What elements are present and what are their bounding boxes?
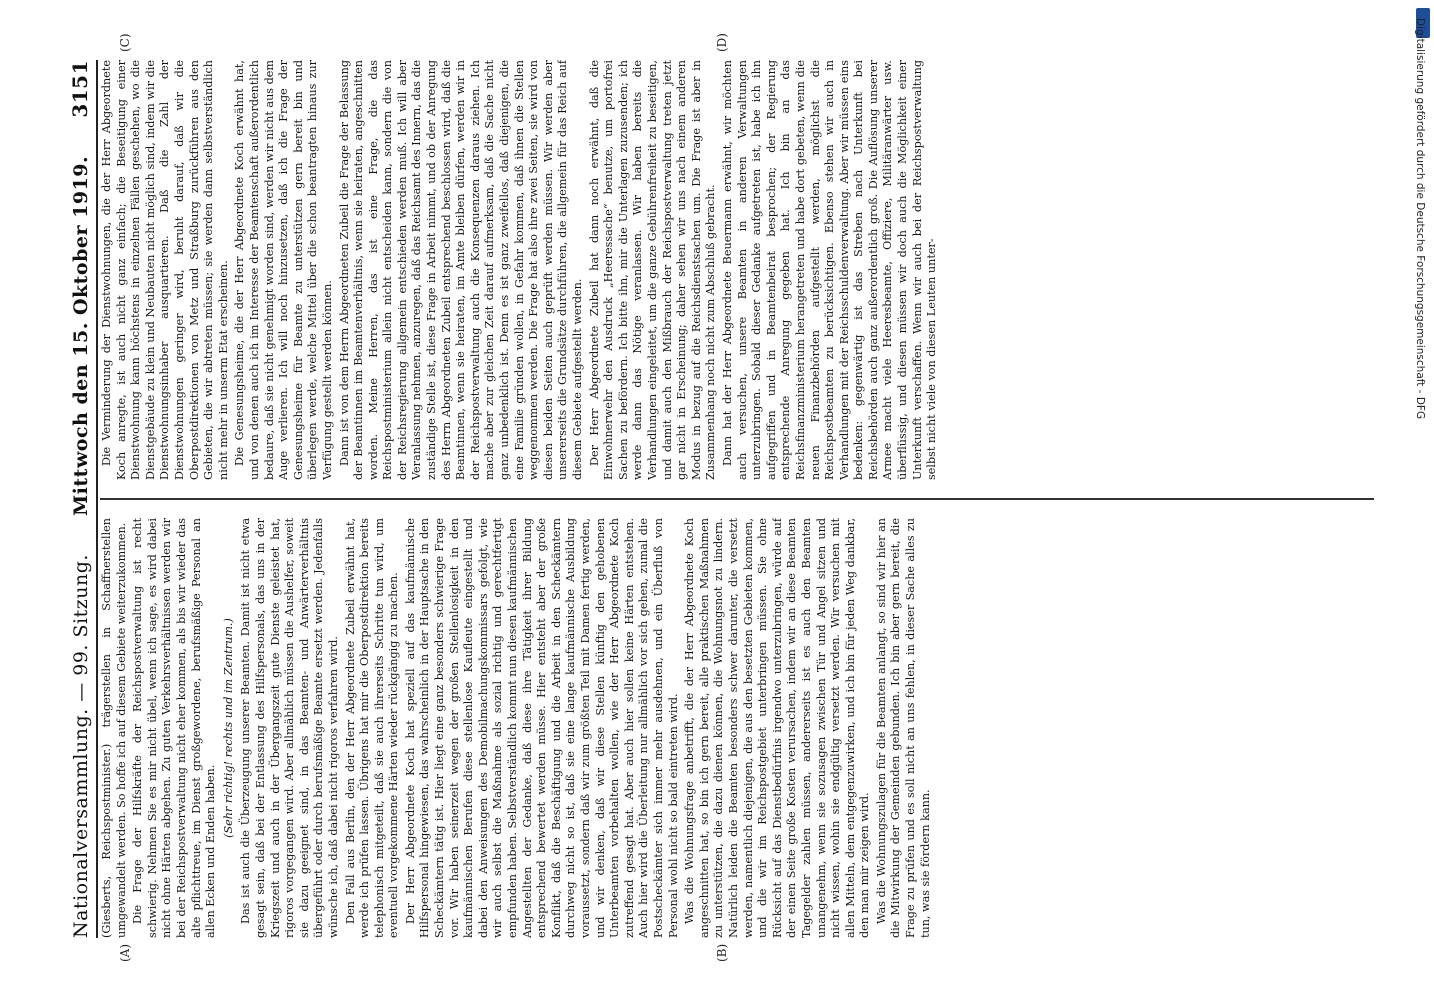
paragraph: Der Herr Abgeordnete Koch hat speziell auf das kaufmännische Hilfspersonal hingewiesen, das wahrscheinlich in der Hauptsache in den Scheckämtern tätig ist. Hier liegt eine ganz besonders schwierige Frage vor. Wir haben seinerzeit wegen der großen Stellenlosigkeit in den kaufmännischen Berufen diese stellenlose Kaufleute eingestellt und dabei den Anweisungen des Demobilmachungskommissars gefolgt, wie wir auch selbst die Maßnahme als sozial richtig und gerechtfertigt empfunden haben. Selbstverständlich kommt nun diesen kaufmännischen Angestellten der Gedanke, daß diese ihre Tätigkeit ihrer Bildung entsprechend bewertet werden müsse. Hier entsteht aber der große Konflikt, daß die Beschäftigung und die Arbeit in den Scheckämtern durchweg nicht so ist, daß sie eine lange kaufmännische Ausbildung voraussetzt, sondern daß wir zum größten Teil mit Damen fertig werden, und wir denken, daß wir diese Stellen künftig den gehobenen Unterbeamten vorbehalten wollen, wie der Herr Abgeordnete Koch zutreffend gesagt hat. Aber auch hier sollen keine Härten entstehen. Auch hier wird die Überleitung nur allmählich vor sich gehen, zumal die Postscheckämter sich immer mehr ausdehnen, und ein Überfluß von Personal wohl nicht so bald eintreten wird. <box>403 518 680 938</box>
margin-marker-a: (A) <box>118 943 132 962</box>
margin-marker-d: (D) <box>715 33 729 52</box>
paragraph: Dann ist von dem Herrn Abgeordneten Zubeil die Frage der Belassung der Beamtinnen im Beamtenverhältnis, wenn sie heiraten, angeschnitten worden. Meine Herren, das ist eine Frage, die das Reichspostministerium allein nicht entscheiden kann, sondern die von der Reichsregierung allgemein entschieden werden muß. Ich will aber Veranlassung nehmen, anzuregen, daß das Reichsamt des Innern, das die zuständige Stelle ist, diese Frage in Arbeit nimmt, und ob der Anregung des Herrn Abgeordneten Zubeil entsprechend beschlossen wird, daß die Beamtinnen, wenn sie heiraten, im Amte bleiben dürfen, werden wir in der Reichspostverwaltung auch die Konsequenzen daraus ziehen. Ich mache aber zur gleichen Zeit darauf aufmerksam, daß die Sache nicht ganz unbedenklich ist. Denn es ist ganz zweifellos, daß diejenigen, die eine Familie gründen wollen, in Gefahr kommen, daß ihnen die Stellen weggenommen werden. Die Frage hat also ihre zwei Seiten, sie wird von diesen beiden Seiten auch geprüft werden müssen. Wir werden aber unsererseits die Grundsätze durchführen, die allgemein für das Reich auf diesem Gebiete aufgestellt werden. <box>337 60 584 480</box>
paragraph: Die Frage der Hilfskräfte der Reichspostverwaltung ist recht schwierig. Nehmen Sie es mir nicht übel, wenn ich sage, es wird dabei nicht ohne Härten abgehen. Zu guten Verkehrsverhältnissen werden wir bei der Reichspostverwaltung nicht eher kommen, als bis wir wieder das alte pflichttreue, im Dienst großgewordene, berufsmäßige Personal an allen Ecken und Enden haben. <box>131 518 218 938</box>
paragraph: Was die Wohnungsfrage anbetrifft, die der Herr Abgeordnete Koch angeschnitten hat, so bin ich gern bereit, alle praktischen Maßnahmen zu unterstützen, die dazu dienen können, die Wohnungsnot zu lindern. Natürlich leiden die Beamten besonders schwer darunter, die versetzt werden, namentlich diejenigen, die aus den besetzten Gebieten kommen, und die wir im Reichspostgebiet unterbringen müssen. Sie ohne Rücksicht auf das Dienstbedürfnis irgendwo unterzubringen, würde auf der einen Seite große Kosten verursachen, indem wir an diese Beamten Tagegelder zahlen müssen, andererseits ist es auch den Beamten unangenehm, wenn sie sozusagen zwischen Tür und Angel sitzen und nicht wissen, wohin sie endgültig versetzt werden. Wir versuchen mit allen Mitteln, dem entgegenzuwirken, und ich bin für jeden Weg dankbar, den man mir zeigen wird. <box>683 518 872 938</box>
interjection: (Sehr richtig! rechts und im Zentrum.) <box>221 618 235 838</box>
digitization-note-text: Digitalisierung gefördert durch die Deutsche Forschungsgemeinschaft - DFG <box>1414 18 1426 420</box>
paragraph: Dann hat der Herr Abgeordnete Beuermann erwähnt, wir möchten auch versuchen, unsere Beamten in anderen Verwaltungen unterzubringen. Sobald dieser Gedanke aufgetreten ist, habe ich ihn aufgegriffen und in Beamtenbeirat besprochen; der Regierung entsprechende Anregung gegeben hat. Ich bin an das Reichsfinanzministerium herangetreten und habe dort gebeten, wenn die neuen Finanzbehörden aufgestellt werden, möglichst die Reichspostbeamten zu berücksichtigen. Ebenso stehen wir auch in Verhandlungen mit der Reichsschuldenverwaltung. Aber wir müssen eins bedenken: gegenwärtig ist das Streben nach Unterkunft bei Reichsbehörden auch ganz außerordentlich groß. Die Auflösung unserer Armee macht viele Heeresbeamte, Offiziere, Militäranwärter usw. überflüssig, und diesen müssen wir doch auch die Möglichkeit einer Unterkunft verschaffen. Wenn wir auch bei der Reichspostverwaltung selbst nicht viele von diesen Leuten unter- <box>720 60 939 480</box>
column-divider <box>100 498 1374 500</box>
text-columns <box>100 60 1374 938</box>
header-left-title: Nationalversammlung. — 99. Sitzung. <box>70 554 92 938</box>
digitization-note <box>1412 8 1430 988</box>
paragraph: Die Verminderung der Dienstwohnungen, die der Herr Abgeordnete Koch anregte, ist auch nicht ganz einfach; die Beseitigung einer Dienstwohnung kann höchstens in einzelnen Fällen geschehen, wo die Dienstgebäude zu klein und Neubauten nicht möglich sind, indem wir die Dienstwohnungsinhaber ausquartieren. Daß die Zahl der Dienstwohnungen geringer wird, beruht darauf, daß wir die Oberpostdirektionen von Metz und Straßburg zurückführen aus den Gebieten, die wir abtreten müssen; sie werden dann selbstverständlich nicht mehr in unserm Etat erscheinen. <box>100 60 230 480</box>
margin-marker-c: (C) <box>118 33 132 52</box>
paragraph: Das ist auch die Überzeugung unserer Beamten. Damit ist nicht etwa gesagt sein, daß bei der Entlassung des Hilfspersonals, das uns in der Kriegszeit und auch in der Übergangszeit gute Dienste geleistet hat, rigoros vorgegangen wird. Aber allmählich müssen die Aushelfer, soweit sie dazu geeignet sind, in das Beamten- und Anwärterverhältnis übergeführt oder durch berufsmäßige Beamte ersetzt werden. Jedenfalls wünsche ich, daß dabei nicht rigoros verfahren wird. <box>239 518 340 938</box>
right-column <box>100 60 1374 480</box>
left-column <box>100 518 1374 938</box>
paragraph: (Giesberts, Reichspostminister.) trägerstellen in Schaffnerstellen umgewandelt werden. So hoffe ich auf diesem Gebiete weiterzukommen. <box>100 518 128 938</box>
header-date: Mittwoch den 15. Oktober 1919. <box>70 155 92 516</box>
page-number: 3151 <box>68 60 92 118</box>
running-header <box>52 60 98 938</box>
paragraph: Was die Wohnungszulagen für die Beamten anlangt, so sind wir hier an die Mitwirkung der Gemeinden gebunden. Ich bin aber gern bereit, die Frage zu prüfen und es soll nicht an uns fehlen, in dieser Sache alles zu tun, was sie fördern kann. <box>874 518 932 938</box>
margin-marker-b: (B) <box>715 943 729 962</box>
paragraph: Den Fall aus Berlin, den der Herr Abgeordnete Zubeil erwähnt hat, werde ich prüfen lassen. Übrigens hat mir die Oberpostdirektion bereits telephonisch mitgeteilt, daß sie auch ihrerseits Schritte tun wird, um eventuell vorgekommene Härten wieder rückgängig zu machen. <box>343 518 401 938</box>
paragraph: Die Genesungsheime, die der Herr Abgeordnete Koch erwähnt hat, und von denen auch ich im Interesse der Beamtenschaft außerordentlich bedaure, daß sie nicht genehmigt worden sind, werden wir nicht aus dem Auge verlieren. Ich will noch hinzusetzen, daß ich die Frage der Genesungsheime für Beamte zu unterstützen gern bereit bin und überlegen werde, welche Mittel über die schon beantragten hinaus zur Verfügung gestellt werden können. <box>233 60 334 480</box>
paragraph: Der Herr Abgeordnete Zubeil hat dann noch erwähnt, daß die Einwohnerwehr den Ausdruck „Heeressache“ benutze, um portofrei Sachen zu befördern. Ich bitte ihn, mir die Unterlagen zuzusenden; ich werde dann das Nötige veranlassen. Wir haben bereits die Verhandlungen eingeleitet, um die ganze Gebührenfreiheit zu beseitigen, und damit auch den Mißbrauch der Reichspostverwaltung treten jetzt gar nicht in Erscheinung; daher sehen wir uns nach einem anderen Modus in bezug auf die Reichsdienstsachen um. Die Frage ist aber in Zusammenhang noch nicht zum Abschluß gebracht. <box>587 60 718 480</box>
